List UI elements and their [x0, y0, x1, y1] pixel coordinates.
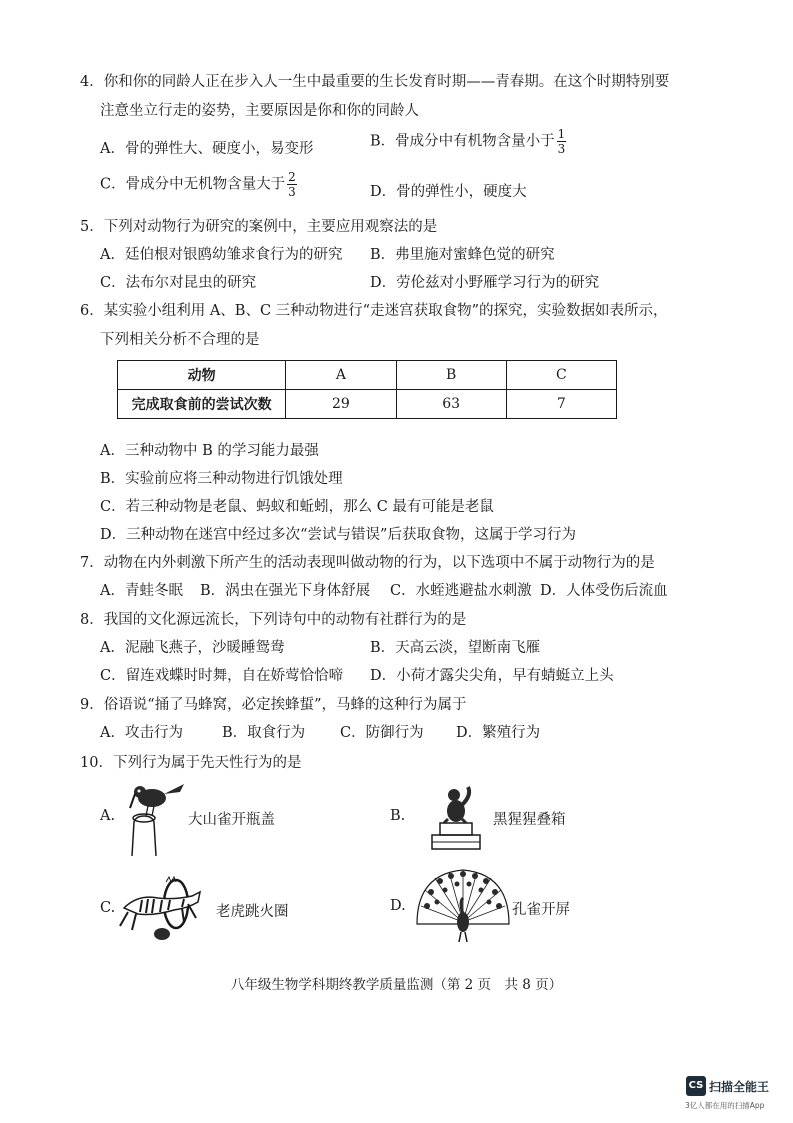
q4-option-a: A．骨的弹性大、硬度小，易变形: [100, 141, 314, 157]
q9-option-c: C．防御行为: [340, 725, 424, 741]
table-header-cell: A: [286, 361, 396, 390]
chimpanzee-stacking-boxes-illustration: [428, 785, 484, 855]
q7-option-c: C．水蛭逃避盐水刺激: [390, 583, 532, 599]
bird-opening-bottle-illustration: [118, 778, 188, 862]
scanner-brand-name: 扫描全能王: [709, 1079, 770, 1094]
table-header-cell: B: [396, 361, 506, 390]
q5-option-d: D．劳伦兹对小野雁学习行为的研究: [370, 275, 600, 291]
q6-option-c: C．若三种动物是老鼠、蚂蚁和蚯蚓，那么 C 最有可能是老鼠: [100, 499, 494, 515]
q5-option-b: B．弗里施对蜜蜂色觉的研究: [370, 247, 555, 263]
q4-option-b: [370, 128, 566, 155]
fraction-numerator: 2: [288, 170, 296, 184]
tiger-jumping-fire-ring-illustration: [118, 872, 208, 948]
q10-option-d-label: 孔雀开屏: [512, 902, 570, 918]
q10-option-c-letter: C.: [100, 900, 116, 916]
scanner-watermark: [685, 1076, 770, 1110]
q9-option-d: D．繁殖行为: [456, 725, 541, 741]
q4-option-c: [100, 171, 297, 198]
page-footer: 八年级生物学科期终教学质量监测（第 2 页 共 8 页）: [230, 977, 563, 993]
q9-option-b: B．取食行为: [222, 725, 306, 741]
q4-option-c-text: C．骨成分中无机物含量大于: [100, 176, 286, 193]
q8-option-a: A．泥融飞燕子，沙暖睡鸳鸯: [100, 640, 285, 656]
q7-option-b: B．涡虫在强光下身体舒展: [200, 583, 371, 599]
q10-option-a-letter: A.: [100, 808, 116, 824]
q8-option-c: C．留连戏蝶时时舞，自在娇莺恰恰啼: [100, 668, 344, 684]
table-cell: 完成取食前的尝试次数: [118, 390, 286, 419]
q10-option-d-letter: D.: [390, 898, 406, 914]
q4-option-d: D．骨的弹性小，硬度大: [370, 184, 527, 200]
table-header-cell: 动物: [118, 361, 286, 390]
q6-option-d: D．三种动物在迷宫中经过多次“尝试与错误”后获取食物，这属于学习行为: [100, 527, 576, 543]
table-cell: 63: [396, 390, 506, 419]
q7-option-a: A．青蛙冬眠: [100, 583, 183, 599]
peacock-spreading-tail-illustration: [413, 866, 513, 948]
q4-option-b-text: B．骨成分中有机物含量小于: [370, 133, 555, 150]
q9-stem: 9．俗语说“捅了马蜂窝，必定挨蜂蜇”，马蜂的这种行为属于: [80, 697, 467, 713]
q8-option-d: D．小荷才露尖尖角，早有蜻蜓立上头: [370, 668, 614, 684]
q6-stem-line2: 下列相关分析不合理的是: [100, 332, 260, 348]
q5-stem: 5．下列对动物行为研究的案例中，主要应用观察法的是: [80, 219, 438, 235]
fraction-denominator: 3: [288, 185, 296, 199]
q6-option-b: B．实验前应将三种动物进行饥饿处理: [100, 471, 343, 487]
q10-option-c-label: 老虎跳火圈: [216, 904, 289, 920]
scanner-tagline: 3亿人都在用的扫描App: [685, 1101, 765, 1110]
q7-stem: 7．动物在内外刺激下所产生的活动表现叫做动物的行为，以下选项中不属于动物行为的是: [80, 555, 655, 571]
q5-option-c: C．法布尔对昆虫的研究: [100, 275, 257, 291]
q9-option-a: A．攻击行为: [100, 725, 183, 741]
q8-stem: 8．我国的文化源远流长，下列诗句中的动物有社群行为的是: [80, 612, 467, 628]
q10-stem: 10．下列行为属于先天性行为的是: [80, 755, 302, 771]
fraction-numerator: 1: [557, 127, 566, 141]
q6-data-table: [117, 360, 617, 419]
q10-option-a-label: 大山雀开瓶盖: [188, 812, 275, 828]
q4-option-b-fraction: [557, 128, 567, 155]
q6-stem-line1: 6．某实验小组利用 A、B、C 三种动物进行“走迷宫获取食物”的探究，实验数据如表所示，: [80, 303, 668, 319]
fraction-denominator: 3: [557, 142, 566, 156]
q10-option-b-letter: B.: [390, 808, 406, 824]
q6-option-a: A．三种动物中 B 的学习能力最强: [100, 443, 319, 459]
table-cell: 7: [506, 390, 616, 419]
table-header-row: [118, 361, 617, 390]
q5-option-a: A．廷伯根对银鸥幼雏求食行为的研究: [100, 247, 343, 263]
q4-stem-line1: 4．你和你的同龄人正在步入人一生中最重要的生长发育时期——青春期。在这个时期特别要: [80, 74, 670, 90]
table-row: [118, 390, 617, 419]
q4-stem-line2: 注意坐立行走的姿势，主要原因是你和你的同龄人: [100, 103, 419, 119]
q8-option-b: B．天高云淡，望断南飞雁: [370, 640, 541, 656]
q4-option-c-fraction: [287, 171, 297, 198]
table-cell: 29: [286, 390, 396, 419]
table-header-cell: C: [506, 361, 616, 390]
q7-option-d: D．人体受伤后流血: [540, 583, 668, 599]
camscanner-logo-icon: CS: [686, 1076, 706, 1096]
q10-option-b-label: 黑猩猩叠箱: [493, 812, 566, 828]
